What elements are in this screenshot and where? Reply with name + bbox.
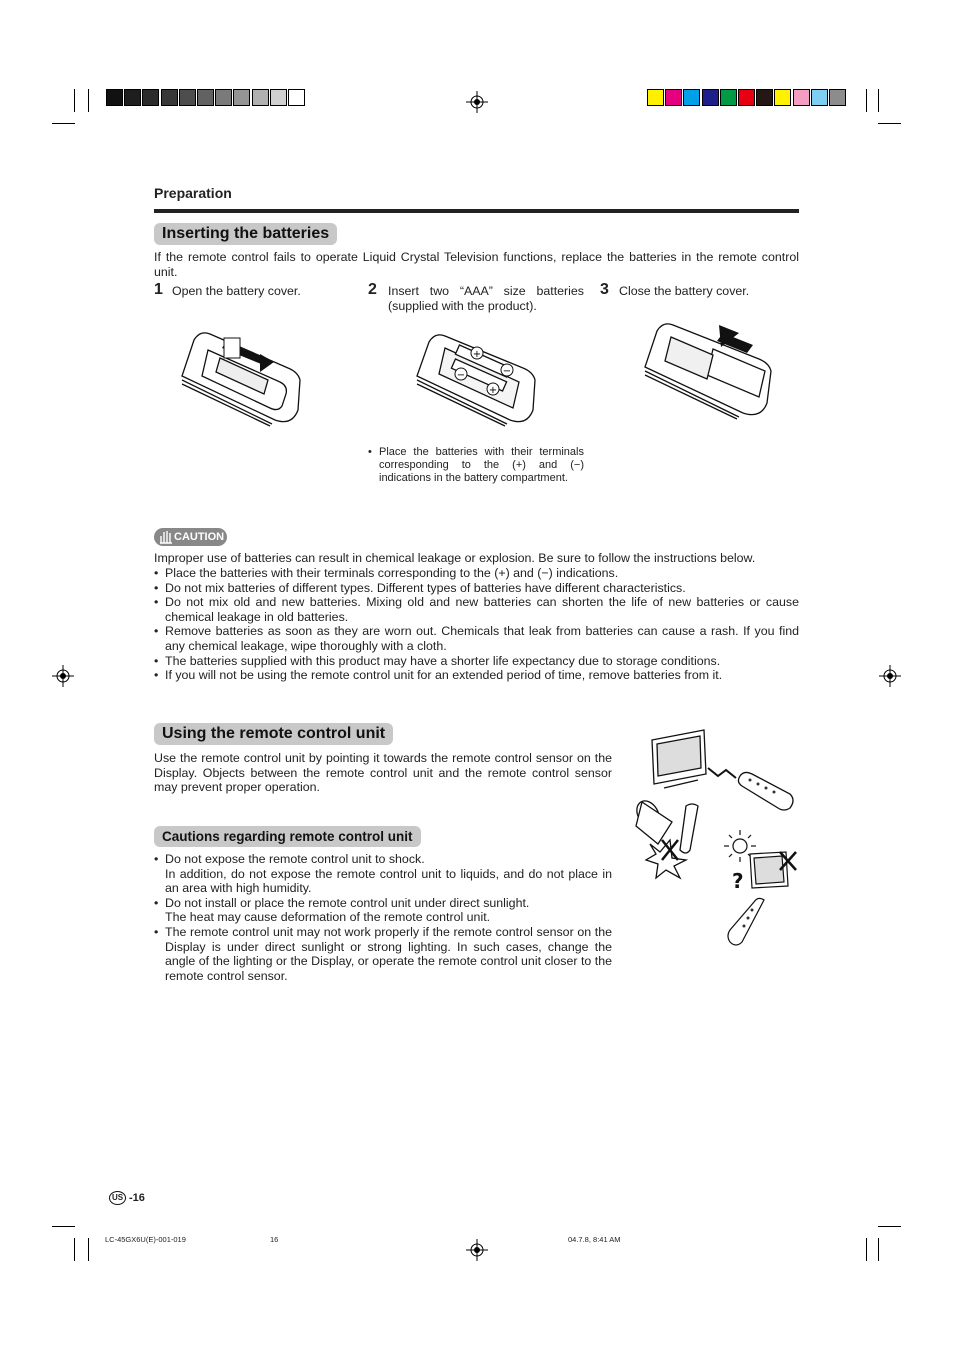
color-swatch (720, 89, 737, 106)
remote-caution-extra: The heat may cause deformation of the remote control unit. (165, 910, 491, 925)
remote-caution-item (154, 896, 612, 925)
gray-swatch (179, 89, 196, 106)
gray-swatch (270, 89, 287, 106)
caution-item: • If you will not be using the remote control unit for an extended period of time, remove batteries from it. (154, 668, 799, 683)
print-timestamp: 04.7.8, 8:41 AM (568, 1235, 621, 1244)
remote-title: Using the remote control unit (154, 723, 393, 745)
color-swatch (793, 89, 810, 106)
remote-intro: Use the remote control unit by pointing it towards the remote control sensor on the Display. Objects between the remote control unit and the remote control sensor may prevent proper operation. (154, 751, 612, 795)
gray-swatch (233, 89, 250, 106)
step-3-text: Close the battery cover. (619, 284, 750, 298)
hand-icon (158, 530, 174, 544)
remote-cautions-list (154, 852, 612, 983)
gray-swatch (161, 89, 178, 106)
gray-swatch (142, 89, 159, 106)
svg-text:?: ? (732, 869, 744, 893)
caution-list (154, 566, 799, 683)
gray-swatch (288, 89, 305, 106)
remote-caution-extra: In addition, do not expose the remote control unit to liquids, and do not place in an area with high humidity. (165, 866, 612, 896)
color-swatch (811, 89, 828, 106)
color-swatch (738, 89, 755, 106)
gray-swatch (106, 89, 123, 106)
remote-open-cover-illustration (180, 330, 305, 425)
step-2-number: 2 (368, 281, 377, 298)
registration-target-right (879, 665, 901, 687)
gray-swatch (197, 89, 214, 106)
step-1-number: 1 (154, 281, 163, 298)
remote-caution-item (154, 852, 612, 896)
section-label: Preparation (154, 185, 232, 201)
file-name: LC-45GX6U(E)-001-019 (105, 1235, 186, 1244)
step-1-text: Open the battery cover. (172, 284, 301, 298)
caution-item: • Do not mix old and new batteries. Mixing old and new batteries can shorten the life of new batteries or cause chemical leakage in old batteries. (154, 595, 799, 624)
color-swatch (647, 89, 664, 106)
remote-sunlight-illustration (714, 828, 800, 950)
batteries-intro: If the remote control fails to operate Liquid Crystal Television functions, replace the batteries in the remote control unit. (154, 250, 799, 279)
caution-label: CAUTION (174, 531, 225, 543)
color-swatch (829, 89, 846, 106)
page-number-text: -16 (129, 1192, 145, 1204)
gray-swatch (124, 89, 141, 106)
svg-text:−: − (502, 366, 512, 377)
region-badge: US (109, 1191, 126, 1205)
step-3-number: 3 (600, 281, 609, 298)
sheet-number: 16 (270, 1235, 279, 1244)
remote-caution-main: Do not expose the remote control unit to shock. (165, 852, 425, 866)
registration-target-left (52, 665, 74, 687)
remote-insert-batteries-illustration (415, 336, 540, 431)
color-swatch (774, 89, 791, 106)
color-swatch (702, 89, 719, 106)
caution-badge (154, 528, 227, 546)
remote-shock-liquid-illustration (636, 800, 708, 878)
registration-target-bottom (466, 1239, 488, 1261)
color-swatch (665, 89, 682, 106)
svg-text:−: − (456, 370, 466, 381)
svg-text:+: + (488, 385, 498, 396)
battery-placement-note (368, 446, 584, 485)
batteries-title: Inserting the batteries (154, 223, 337, 245)
page-number (109, 1191, 145, 1205)
battery-placement-note-item: • Place the batteries with their terminals corresponding to the (+) and (−) indications in the battery compartment. (368, 446, 584, 485)
svg-text:+: + (472, 349, 482, 360)
remote-close-cover-illustration (643, 325, 778, 425)
remote-caution-item (154, 925, 612, 983)
caution-item: • Remove batteries as soon as they are worn out. Chemicals that leak from batteries can cause a rash. If you find any chemical leakage, wipe thoroughly with a cloth. (154, 624, 799, 653)
caution-item: • Place the batteries with their terminals corresponding to the (+) and (−) indications. (154, 566, 799, 581)
step-2-text: Insert two “AAA” size batteries (supplied with the product). (388, 284, 584, 313)
remote-caution-main: The remote control unit may not work properly if the remote control sensor on the Display is under direct sunlight or strong lighting. In such cases, change the angle of the lighting or the Display, or operate the remote control unit closer to the remote control sensor. (165, 924, 612, 983)
color-swatch (756, 89, 773, 106)
caution-item: • The batteries supplied with this product may have a shorter life expectancy due to storage conditions. (154, 654, 799, 669)
remote-caution-main: Do not install or place the remote control unit under direct sunlight. (165, 895, 530, 910)
caution-item: • Do not mix batteries of different types. Different types of batteries have different characteristics. (154, 581, 799, 596)
caution-intro: Improper use of batteries can result in chemical leakage or explosion. Be sure to follow the instructions below. (154, 551, 756, 565)
remote-cautions-title: Cautions regarding remote control unit (154, 826, 421, 847)
gray-swatch (215, 89, 232, 106)
registration-target-top (466, 91, 488, 113)
gray-swatch (252, 89, 269, 106)
color-swatch (683, 89, 700, 106)
header-rule (154, 209, 799, 213)
